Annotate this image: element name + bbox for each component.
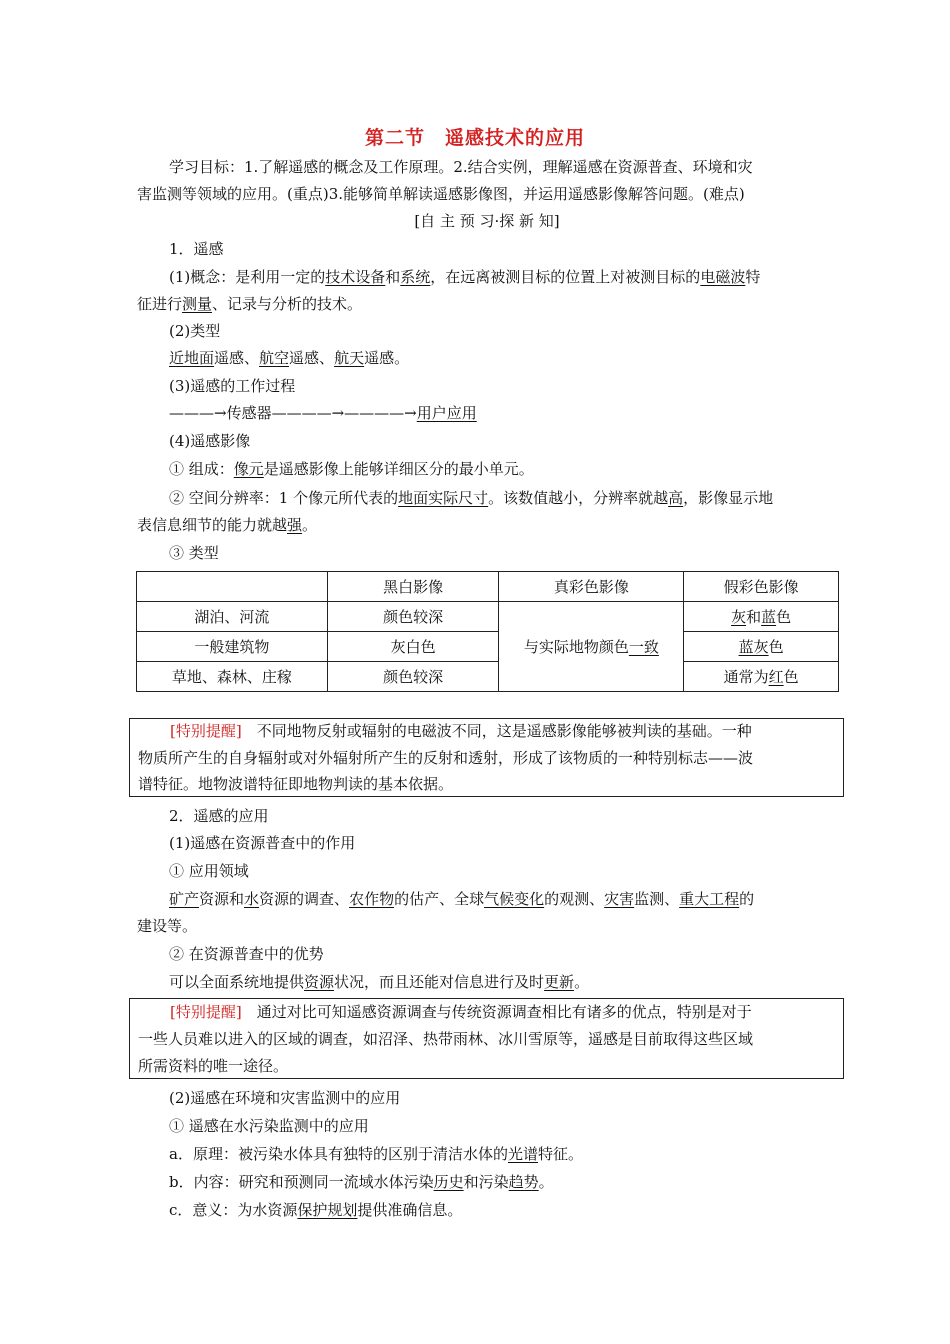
- table-header-cell: 假彩色影像: [684, 572, 839, 602]
- note2-line-3: 所需资料的唯一途径。: [138, 1057, 289, 1075]
- table-cell: 一般建筑物: [137, 632, 328, 662]
- principle-line: a．原理：被污染水体具有独特的区别于清洁水体的光谱特征。: [169, 1145, 583, 1163]
- table-cell: 颜色较深: [327, 602, 499, 632]
- process-line: ———→传感器————→————→用户应用: [169, 404, 477, 422]
- note1-line-2: 物质所产生的自身辐射或对外辐射所产生的反射和透射，形成了该物质的一种特别标志——波: [138, 749, 754, 767]
- table-cell: 颜色较深: [327, 662, 499, 692]
- process-heading: (3)遥感的工作过程: [169, 377, 296, 395]
- table-header-cell: 黑白影像: [327, 572, 499, 602]
- table-cell: 草地、森林、庄稼: [137, 662, 328, 692]
- content-line: b．内容：研究和预测同一流域水体污染历史和污染趋势。: [169, 1173, 554, 1191]
- special-note-2: [特别提醒] 通过对比可知遥感资源调查与传统资源调查相比有诸多的优点，特别是对于 一些人员难以进入的区域的调查，如沼泽、热带雨林、冰川雪原等，遥感是目前取得这些区域 所需资料的唯一途径。: [129, 998, 844, 1079]
- field-heading: ① 应用领域: [169, 862, 249, 880]
- true-color-cell: 与实际地物颜色一致: [499, 602, 684, 692]
- table-header-cell: 真彩色影像: [499, 572, 684, 602]
- concept-line-1: (1)概念：是利用一定的技术设备和系统，在远离被测目标的位置上对被测目标的电磁波特: [169, 268, 761, 286]
- objectives-line-1: 学习目标：1.了解遥感的概念及工作原理。2.结合实例，理解遥感在资源普查、环境和灾: [169, 158, 753, 176]
- image-types-table: [136, 571, 839, 692]
- table-row: [137, 602, 839, 632]
- special-note-1: [特别提醒] 不同地物反射或辐射的电磁波不同，这是遥感影像能够被判读的基础。一种 物质所产生的自身辐射或对外辐射所产生的反射和透射，形成了该物质的一种特别标志——波 谱特征。地物波谱特征即地物判读的基本依据。: [129, 718, 844, 797]
- significance-line: c．意义：为水资源保护规划提供准确信息。: [169, 1201, 463, 1219]
- water-pollution-heading: ① 遥感在水污染监测中的应用: [169, 1117, 369, 1135]
- table-cell: 蓝灰色: [684, 632, 839, 662]
- field-line-1: 矿产资源和水资源的调查、农作物的估产、全球气候变化的观测、灾害监测、重大工程的: [169, 890, 755, 908]
- resolution-line-1: ② 空间分辨率：1 个像元所代表的地面实际尺寸。该数值越小，分辨率就越高，影像显示地: [169, 489, 774, 507]
- image-types-heading: ③ 类型: [169, 544, 219, 562]
- field-line-2: 建设等。: [137, 917, 198, 935]
- types-heading: (2)类型: [169, 322, 221, 340]
- table-cell: 灰白色: [327, 632, 499, 662]
- concept-line-2: 征进行测量、记录与分析的技术。: [137, 295, 363, 313]
- objectives-line-2: 害监测等领域的应用。(重点)3.能够简单解读遥感影像图，并运用遥感影像解答问题。(难点): [137, 185, 745, 203]
- note-tag: [特别提醒]: [170, 722, 242, 740]
- s2-heading: 2．遥感的应用: [169, 807, 269, 825]
- types-line: 近地面遥感、航空遥感、航天遥感。: [169, 349, 410, 367]
- environment-heading: (2)遥感在环境和灾害监测中的应用: [169, 1089, 401, 1107]
- table-cell: 灰和蓝色: [684, 602, 839, 632]
- advantage-heading: ② 在资源普查中的优势: [169, 945, 324, 963]
- table-row: [137, 632, 839, 662]
- advantage-line: 可以全面系统地提供资源状况，而且还能对信息进行及时更新。: [169, 973, 590, 991]
- table-row: [137, 662, 839, 692]
- image-heading: (4)遥感影像: [169, 432, 251, 450]
- note1-line-3: 谱特征。地物波谱特征即地物判读的基本依据。: [138, 775, 454, 793]
- note-tag: [特别提醒]: [170, 1003, 242, 1021]
- preview-header: [自 主 预 习·探 新 知]: [414, 212, 560, 230]
- resolution-line-2: 表信息细节的能力就越强。: [137, 516, 318, 534]
- table-cell: 通常为红色: [684, 662, 839, 692]
- s1-heading: 1．遥感: [169, 240, 224, 258]
- resource-survey-heading: (1)遥感在资源普查中的作用: [169, 834, 356, 852]
- note2-line-2: 一些人员难以进入的区域的调查，如沼泽、热带雨林、冰川雪原等，遥感是目前取得这些区域: [138, 1030, 754, 1048]
- table-cell: 湖泊、河流: [137, 602, 328, 632]
- composition-line: ① 组成：像元是遥感影像上能够详细区分的最小单元。: [169, 460, 534, 478]
- table-header-cell: [137, 572, 328, 602]
- table-header-row: [137, 572, 839, 602]
- section-title: 第二节 遥感技术的应用: [364, 127, 585, 149]
